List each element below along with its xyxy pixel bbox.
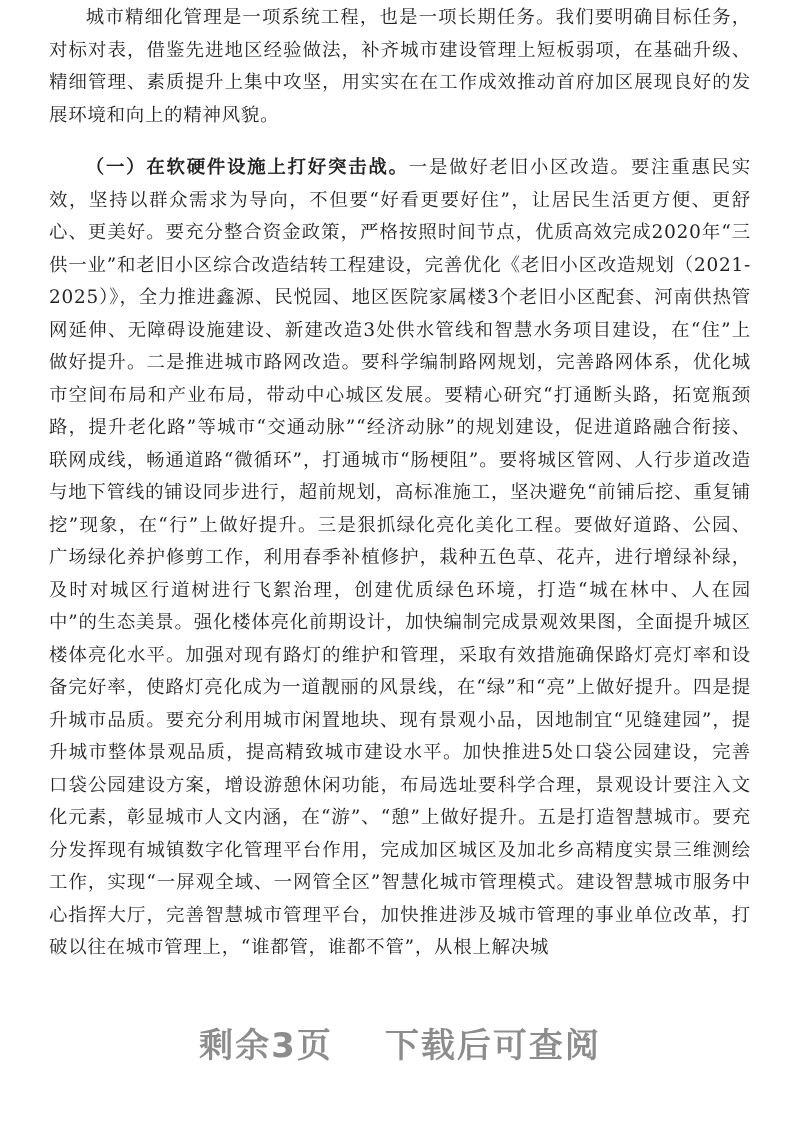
download-to-view-label[interactable]: 下载后可查阅 xyxy=(384,1026,601,1066)
remaining-pages-label[interactable]: 剩余3页 xyxy=(199,1026,333,1066)
paragraph-section-one xyxy=(49,152,751,965)
paragraph-intro-text: 城市精细化管理是一项系统工程，也是一项长期任务。我们要明确目标任务，对标对表，借鉴先进地区经验做法，补齐城市建设管理上短板弱项，在基础升级、精细管理、素质提升上集中攻坚，用实实在在工作成效推动首府加区展现良好的发展环境和向上的精神风貌。 xyxy=(49,7,751,126)
download-prompt xyxy=(0,1018,800,1074)
document-body xyxy=(49,2,751,965)
section-one-heading: （一）在软硬件设施上打好突击战。 xyxy=(85,157,409,178)
section-one-text: 一是做好老旧小区改造。要注重惠民实效，坚持以群众需求为导向，不但要“好看更要好住”，让居民生活更方便、更舒心、更美好。要充分整合资金政策，严格按照时间节点，优质高效完成2020年“三供一业”和老旧小区综合改造结转工程建设，完善优化《老旧小区改造规划（2021-2025）》，全力推进鑫源、民悦园、地区医院家属楼3个老旧小区配套、河南供热管网延伸、无障碍设施建设、新建改造3处供水管线和智慧水务项目建设，在“住”上做好提升。二是推进城市路网改造。要科学编制路网规划，完善路网体系，优化城市空间布局和产业布局，带动中心城区发展。要精心研究“打通断头路，拓宽瓶颈路，提升老化路”等城市“交通动脉”“经济动脉”的规划建设，促进道路融合衔接、联网成线，畅通道路“微循环”，打通城市“肠梗阻”。要将城区管网、人行步道改造与地下管线的铺设同步进行，超前规划，高标准施工，坚决避免“前铺后挖、重复铺挖”现象，在“行”上做好提升。三是狠抓绿化亮化美化工程。要做好道路、公园、广场绿化养护修剪工作，利用春季补植修护，栽种五色草、花卉，进行增绿补绿，及时对城区行道树进行飞絮治理，创建优质绿色环境，打造“城在林中、人在园中”的生态美景。强化楼体亮化前期设计，加快编制完成景观效果图，全面提升城区楼体亮化水平。加强对现有路灯的维护和管理，采取有效措施确保路灯亮灯率和设备完好率，使路灯亮化成为一道靓丽的风景线，在“绿”和“亮”上做好提升。四是提升城市品质。要充分利用城市闲置地块、现有景观小品，因地制宜“见缝建园”，提升城市整体景观品质，提高精致城市建设水平。加快推进5处口袋公园建设，完善口袋公园建设方案，增设游憩休闲功能，布局选址要科学合理，景观设计要注入文化元素，彰显城市人文内涵，在“游”、“憩”上做好提升。五是打造智慧城市。要充分发挥现有城镇数字化管理平台作用，完成加区城区及加北乡高精度实景三维测绘工作，实现“一屏观全域、一网管全区”智慧化城市管理模式。建设智慧城市服务中心指挥大厅，完善智慧城市管理平台，加快推进涉及城市管理的事业单位改革，打破以往在城市管理上，“谁都管，谁都不管”，从根上解决城 xyxy=(49,157,751,958)
paragraph-intro xyxy=(49,2,751,132)
